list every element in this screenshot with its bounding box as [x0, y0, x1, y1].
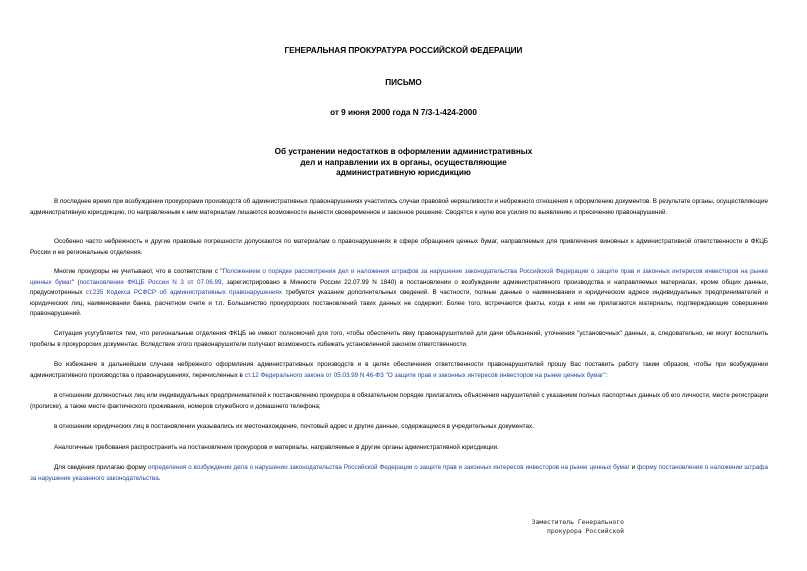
paragraph-officials: в отношении должностных лиц или индивидуальных предпринимателей к постановлению прокурора в обязательном порядке прилагались объяснения нарушителей с указанием полных паспортных данных об его личности, месте регистрации (прописке), а также месте фактического проживания, номеров служебного и домашнего телефона;: [30, 392, 768, 410]
text-span: Многие прокуроры не учитывают, что в соответствии с ": [54, 268, 223, 275]
title-line: административную юрисдикцию: [336, 168, 471, 177]
text-span: .: [158, 474, 161, 482]
document-type: ПИСЬМО: [385, 78, 422, 87]
paragraph-intro: В последнее время при возбуждении прокурорами производств об административных правонарушениях участились случаи правовой неряшливости и небрежного отношения к оформлению документов. В результате органы, осуществляющие административную юрисдикцию, по направленным к ним материалам лишаются возможности вынести своевременное и законное решение. Сводятся к нулю все усилия по выявлению и пресечению правонарушений.: [30, 198, 768, 216]
text-span: " (: [71, 278, 80, 286]
fkcb-resolution-link[interactable]: постановление ФКЦБ России N 3 от 07.06.99: [79, 278, 222, 286]
paragraph-attachments: [30, 463, 768, 484]
paragraph-situation: Ситуация усугубляется тем, что региональные отделения ФКЦБ не имеют полномочий для того, чтобы обеспечить явку правонарушителей для дачи объяснений, уточнения "установочных" данных, а, следовательно, не могут восполнить пробелы в прокурорских документах. Вследствие этого правонарушители получают возможность избежать установленной законом ответственности.: [30, 330, 768, 348]
koap-article-link[interactable]: ст.235 Кодекса РСФСР об административных правонарушениях: [85, 289, 283, 297]
regulation-link[interactable]: Положением о порядке рассмотрения дел и наложения штрафов за нарушение законодательства Российской Федерации о защите прав и законных интересов инвесторов на рынке ценных бумаг: [30, 268, 769, 286]
paragraph-regulation: [30, 267, 768, 320]
paragraph-securities: Особенно часто небрежность и другие правовые погрешности допускаются по материалам о правонарушениях в сфере обращения ценных бумаг, направляемых для привлечения виновных к административной ответственности в ФКЦБ России и ее региональные отделения.: [30, 238, 768, 256]
federal-law-link[interactable]: ст.12 Федерального закона от 05.03.99 N 46-ФЗ "О защите прав и законных интересов инвесторов на рынке ценных бумаг": [244, 371, 606, 379]
paragraph-legal-entities: в отношении юридических лиц в постановлении указывались их местонахождение, почтовый адрес и другие данные, содержащиеся в учредительных документах.: [54, 423, 534, 430]
text-span: Во избежание в дальнейшем случаев небрежного оформления административных производств и в целях обеспечения ответственности правонарушителей прошу Вас поставить работу таким образом, чтобы при возбуждении административного производства о правонарушениях, перечисленных в: [30, 361, 768, 379]
text-span: :: [605, 371, 608, 379]
signature-line: прокурора Российской: [547, 527, 624, 535]
title-line: дел и направлении их в органы, осуществляющие: [300, 157, 507, 167]
determination-form-link[interactable]: определения о возбуждении дела о нарушении законодательства Российской Федерации о защите прав и законных интересов инвесторов на рынке ценных бумаг: [147, 464, 630, 471]
text-span: Для сведения прилагаю форму: [54, 464, 148, 471]
fine-resolution-form-link[interactable]: форму постановления о наложении штрафа за нарушение указанного законодательства: [30, 464, 768, 482]
text-span: требуется указание дополнительных сведений. В частности, полные данные о наименовании и юридическом адресе индивидуальных предпринимателей и юридических лиц, наименовании банка, расчетном счете и т.п. Большинство прокурорских постановлений таких данных не содержит. Более того, встречаются факты, когда к ним не прилагаются материалы, подтверждающие совершение правонарушений.: [30, 289, 769, 318]
document-title: [0, 147, 807, 179]
text-span: , зарегистрировано в Минюсте России 22.07.99 N 1840) в постановлении о возбуждении административного производства и направляемых материалах, кроме общих данных, предусмотренных: [30, 278, 768, 297]
title-line: Об устранении недостатков в оформлении административных: [274, 147, 533, 156]
document-date-number: от 9 июня 2000 года N 7/3-1-424-2000: [330, 108, 477, 117]
signature-block: [0, 518, 624, 536]
paragraph-similar-requirements: Аналогичные требования распространить на постановления прокуроров и материалы, направляемые в другие органы административной юрисдикции.: [54, 444, 499, 451]
authority-heading: ГЕНЕРАЛЬНАЯ ПРОКУРАТУРА РОССИЙСКОЙ ФЕДЕРАЦИИ: [284, 46, 523, 55]
text-span: и: [629, 464, 638, 471]
signature-line: Заместитель Генерального: [531, 518, 624, 526]
paragraph-request: [30, 360, 768, 381]
